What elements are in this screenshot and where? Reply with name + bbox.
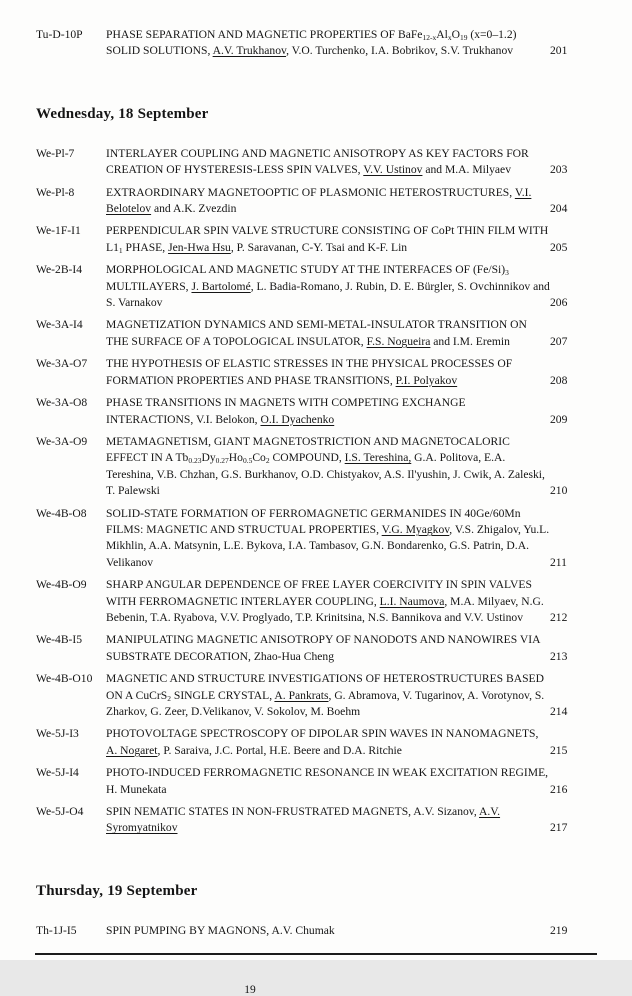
entry-text: SPIN NEMATIC STATES IN NON-FRUSTRATED MAGNETS, A.V. Sizanov,	[106, 805, 479, 819]
session-code: We-1F-I1	[36, 224, 81, 238]
entry-text: PHOTOVOLTAGE SPECTROSCOPY OF DIPOLAR SPIN WAVES IN NANOMAGNETS,	[106, 727, 539, 741]
toc-entry	[36, 506, 567, 572]
entry-text: , P. Saraiva, J.C. Portal, H.E. Beere and D.A. Ritchie	[157, 743, 402, 757]
presenting-author: A. Nogaret	[106, 743, 158, 757]
presenting-author: O.I. Dyachenko	[260, 412, 335, 426]
presenting-author: J. Bartolomé	[191, 279, 251, 293]
entry-title-authors	[106, 765, 550, 798]
entry-text: THE HYPOTHESIS OF ELASTIC STRESSES IN THE PHYSICAL PROCESSES OF FORMATION PROPERTIES AND PHASE TRANSITIONS,	[106, 357, 513, 387]
entry-text: Ho	[228, 451, 243, 465]
day-heading: Thursday, 19 September	[36, 882, 198, 899]
entry-text: and A.K. Zvezdin	[151, 202, 237, 216]
formula-subscript: 19	[459, 33, 468, 42]
formula-subscript: 3	[505, 268, 509, 278]
presenting-author: F.S. Nogueira	[366, 334, 431, 348]
page-number: 19	[244, 984, 256, 996]
entry-title-authors	[106, 185, 550, 218]
toc-entry	[36, 185, 568, 218]
entry-title-authors	[106, 146, 550, 179]
entry-text: SINGLE CRYSTAL,	[170, 688, 275, 702]
toc-entry	[36, 27, 568, 60]
entry-text: SHARP ANGULAR DEPENDENCE OF FREE LAYER COERCIVITY IN SPIN VALVES WITH FERROMAGNETIC INTERLAYER COUPLING,	[106, 578, 532, 608]
session-code: Th-1J-I5	[36, 923, 77, 937]
session-code: We-3A-O8	[36, 396, 88, 410]
entry-page-number: 206	[550, 296, 568, 310]
entry-title-authors	[106, 262, 550, 311]
entry-page-number: 219	[550, 923, 568, 937]
entry-title-authors	[106, 317, 550, 350]
entry-title-authors	[106, 726, 550, 759]
entry-page-number: 214	[550, 705, 568, 718]
entry-title-authors	[106, 506, 550, 572]
toc-entry	[36, 671, 568, 720]
entry-text: PHASE TRANSITIONS IN MAGNETS WITH COMPETING EXCHANGE INTERACTIONS, V.I. Belokon,	[106, 396, 466, 426]
presenting-author: P.I. Polyakov	[395, 373, 458, 387]
entry-text: PERPENDICULAR SPIN VALVE STRUCTURE CONSISTING OF CoPt THIN FILM WITH L1	[106, 224, 549, 254]
presenting-author: L.I. Naumova	[379, 594, 445, 608]
entry-text: O	[451, 28, 460, 41]
entry-title-authors	[106, 577, 550, 626]
entry-page-number: 204	[550, 202, 568, 216]
session-code: We-3A-I4	[36, 318, 83, 332]
entry-title-authors	[106, 223, 550, 256]
entry-text: Co	[252, 451, 266, 465]
entry-text: (x=0–1.2) SOLID SOLUTIONS,	[106, 28, 517, 58]
toc-entry	[36, 726, 568, 759]
session-code: We-4B-I5	[36, 633, 83, 647]
formula-subscript: 2	[167, 693, 171, 703]
entry-text: , P. Saravanan, C-Y. Tsai and K-F. Lin	[230, 240, 408, 254]
session-code: We-3A-O9	[36, 434, 88, 448]
formula-subscript: 12-x	[422, 33, 437, 42]
toc-entry	[36, 146, 568, 179]
entry-title-authors	[106, 632, 550, 665]
entry-text: MORPHOLOGICAL AND MAGNETIC STUDY AT THE INTERFACES OF (Fe/Si)	[106, 263, 506, 277]
entry-title-authors	[106, 804, 550, 837]
toc-entry	[36, 317, 568, 350]
session-code: We-5J-O4	[36, 805, 84, 819]
toc-entry	[36, 804, 568, 837]
entry-text: SOLID-STATE FORMATION OF FERROMAGNETIC GERMANIDES IN 40Ge/60Mn FILMS: MAGNETIC AND STRUCTUAL PROPERTIES,	[106, 506, 521, 536]
session-code: Tu-D-10P	[36, 28, 83, 41]
formula-subscript: 0.27	[215, 456, 229, 466]
session-code: We-3A-O7	[36, 357, 88, 371]
entry-page-number: 213	[550, 649, 568, 663]
formula-subscript: 0.23	[188, 456, 202, 466]
entry-page-number: 201	[550, 44, 568, 58]
session-code: We-5J-I3	[36, 727, 79, 741]
entry-text: SPIN PUMPING BY MAGNONS, A.V. Chumak	[106, 923, 335, 937]
entry-text: and I.M. Eremin	[430, 334, 510, 348]
entry-text: COMPOUND,	[269, 451, 345, 465]
entry-title-authors	[106, 434, 550, 500]
presenting-author: V.G. Myagkov	[381, 522, 450, 536]
entry-text: G.A. Politova, E.A. Tereshina, V.B. Chzhan, G.S. Burkhanov, O.D. Chistyakov, A.S. Il'yushin, J. Cwik, A. Zaleski, T. Palewski	[106, 451, 545, 498]
entry-page-number: 208	[550, 373, 568, 387]
entry-text: , V.S. Zhigalov, Yu.L. Mikhlin, A.A. Matsynin, L.E. Bykova, I.A. Tambasov, G.N. Bondarenko, G.S. Patrin, D.A. Velikanov	[106, 522, 550, 569]
entry-page-number: 207	[550, 334, 568, 348]
session-code: We-Pl-7	[36, 146, 75, 160]
entry-text: Al	[436, 28, 448, 41]
formula-subscript: 2	[265, 456, 270, 466]
presenting-author: A.V. Syromyatnikov	[106, 805, 501, 835]
entry-title-authors	[106, 27, 550, 60]
entry-page-number: 215	[550, 743, 568, 757]
session-code: We-2B-I4	[36, 263, 83, 277]
toc-entry	[36, 395, 568, 428]
session-code: We-4B-O10	[36, 672, 93, 686]
formula-subscript: 0.5	[242, 456, 253, 466]
entry-text: INTERLAYER COUPLING AND MAGNETIC ANISOTROPY AS KEY FACTORS FOR CREATION OF HYSTERESIS-LESS SPIN VALVES,	[106, 146, 529, 177]
formula-subscript: 1	[118, 245, 123, 255]
entry-text: METAMAGNETISM, GIANT MAGNETOSTRICTION AND MAGNETOCALORIC EFFECT IN A Tb	[106, 434, 510, 465]
entry-page-number: 216	[550, 782, 568, 796]
entry-title-authors	[106, 395, 550, 428]
presenting-author: I.S. Tereshina,	[344, 451, 412, 465]
entry-page-number: 210	[550, 484, 568, 498]
presenting-author: A.V. Trukhanov	[212, 44, 287, 58]
entry-text: MULTILAYERS,	[106, 279, 192, 293]
entry-text: PHASE,	[122, 240, 169, 254]
toc-entry	[36, 923, 568, 939]
presenting-author: V.I. Belotelov	[106, 185, 532, 216]
presenting-author: A. Pankrats	[274, 688, 329, 702]
entry-text: and M.A. Milyaev	[422, 163, 511, 177]
entry-page-number: 211	[550, 555, 567, 569]
entry-text: , M.A. Milyaev, N.G. Bebenin, T.A. Ryabova, V.V. Proglyado, T.P. Krinitsina, N.S. Bannikova and V.V. Ustinov	[106, 594, 544, 624]
entry-text: MAGNETIC AND STRUCTURE INVESTIGATIONS OF HETEROSTRUCTURES BASED ON A CuCrS	[106, 672, 545, 702]
presenting-author: V.V. Ustinov	[363, 163, 423, 177]
toc-entry	[36, 262, 568, 311]
entry-title-authors	[106, 356, 550, 389]
entry-text: Dy	[201, 451, 216, 465]
entry-text: MAGNETIZATION DYNAMICS AND SEMI-METAL-INSULATOR TRANSITION ON THE SURFACE OF A TOPOLOGICAL INSULATOR,	[106, 318, 527, 348]
entry-text: , V.O. Turchenko, I.A. Bobrikov, S.V. Trukhanov	[286, 44, 514, 58]
entry-title-authors	[106, 923, 550, 939]
entry-page-number: 217	[550, 821, 568, 835]
entry-page-number: 209	[550, 412, 568, 426]
toc-entry	[36, 356, 568, 389]
toc-entry	[36, 223, 568, 256]
entry-text: , L. Badia-Romano, J. Rubin, D. E. Bürgler, S. Ovchinnikov and S. Varnakov	[106, 279, 550, 310]
entry-text: PHOTO-INDUCED FERROMAGNETIC RESONANCE IN WEAK EXCITATION REGIME, H. Munekata	[106, 766, 549, 796]
session-code: We-4B-O9	[36, 578, 87, 592]
toc-entry	[36, 765, 568, 798]
entry-text: , G. Abramova, V. Tugarinov, A. Vorotynov, S. Zharkov, G. Zeer, D.Velikanov, V. Sokolov, M. Boehm	[106, 688, 545, 718]
entry-text: PHASE SEPARATION AND MAGNETIC PROPERTIES OF BaFe	[106, 28, 423, 41]
entry-text: MANIPULATING MAGNETIC ANISOTROPY OF NANODOTS AND NANOWIRES VIA SUBSTRATE DECORATION, Zhao-Hua Cheng	[106, 633, 540, 663]
session-code: We-5J-I4	[36, 766, 79, 780]
toc-entry	[36, 577, 568, 626]
toc-entry	[36, 434, 568, 500]
toc-entry	[36, 632, 568, 665]
footer-rule	[35, 953, 597, 955]
session-code: We-4B-O8	[36, 506, 87, 520]
formula-subscript: x	[447, 33, 452, 42]
entry-page-number: 205	[550, 240, 568, 254]
entry-title-authors	[106, 671, 550, 720]
day-heading: Wednesday, 18 September	[36, 105, 209, 122]
entry-page-number: 212	[550, 610, 568, 624]
entry-text: EXTRAORDINARY MAGNETOOPTIC OF PLASMONIC HETEROSTRUCTURES,	[106, 185, 515, 199]
entry-page-number: 203	[550, 163, 568, 177]
session-code: We-Pl-8	[36, 185, 75, 199]
presenting-author: Jen-Hwa Hsu	[168, 240, 231, 254]
